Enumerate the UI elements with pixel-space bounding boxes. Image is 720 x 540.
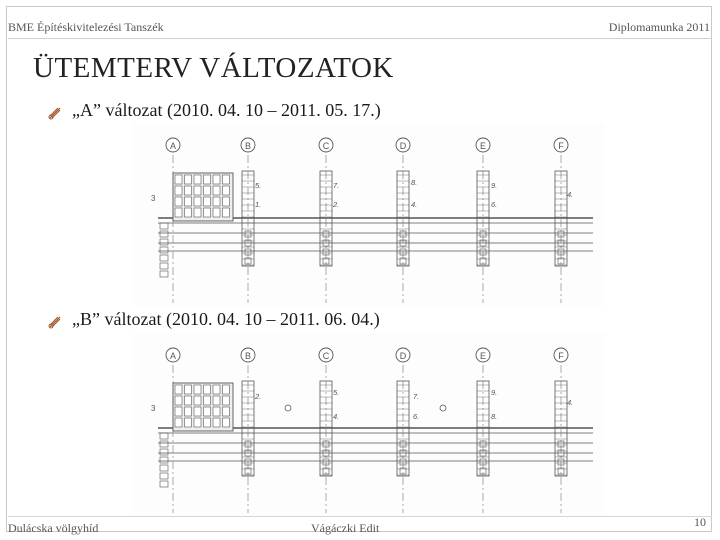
axis-label: A [169, 141, 177, 151]
foundation-cell [160, 481, 168, 487]
foundation-cell [160, 449, 168, 455]
phase-label: 6. [491, 200, 498, 209]
phase-label: 4. [567, 398, 574, 407]
footer-divider [8, 516, 712, 517]
header-department: BME Építéskivitelezési Tanszék [8, 20, 164, 34]
foundation-cell [160, 255, 168, 261]
bullet-variant-a [48, 100, 381, 121]
foundation-cell [160, 473, 168, 479]
segment-marker [440, 405, 446, 411]
axis-label: C [322, 351, 330, 361]
segment-marker [285, 405, 291, 411]
phase-label: 7. [333, 181, 340, 190]
footer-author: Vágáczki Edit [311, 521, 380, 535]
row-label: 3 [151, 404, 156, 413]
axis-label: E [479, 351, 487, 361]
foundation-cell [160, 223, 168, 229]
phase-label: 4. [333, 412, 340, 421]
phase-label: 4. [411, 200, 418, 209]
schedule-drawing-a [133, 123, 605, 306]
bullet-text: „B” változat (2010. 04. 10 – 2011. 06. 04.) [72, 309, 380, 329]
phase-label: 6. [413, 412, 420, 421]
axis-label: B [244, 141, 252, 151]
header-thesis: Diplomamunka 2011 [608, 20, 710, 34]
phase-label: 5. [255, 181, 262, 190]
foundation-cell [160, 441, 168, 447]
phase-label: 8. [491, 412, 498, 421]
finished-segment-block [173, 173, 233, 221]
header-divider [8, 38, 712, 39]
footer-project: Dulácska völgyhíd [8, 521, 99, 535]
foundation-cell [160, 231, 168, 237]
phase-label: 2. [333, 200, 340, 209]
phase-label: 5. [333, 388, 340, 397]
axis-label: C [322, 141, 330, 151]
phase-label: 2. [255, 392, 262, 401]
bullet-text: „A” változat (2010. 04. 10 – 2011. 05. 17.) [72, 100, 381, 120]
row-label: 3 [151, 194, 156, 203]
foundation-cell [160, 271, 168, 277]
foundation-cell [160, 457, 168, 463]
foundation-cell [160, 239, 168, 245]
slide-title: ÜTEMTERV VÁLTOZATOK [33, 52, 394, 84]
finished-segment-block [173, 383, 233, 431]
foundation-cell [160, 263, 168, 269]
bullet-icon [48, 104, 62, 118]
foundation-cell [160, 247, 168, 253]
foundation-cell [160, 465, 168, 471]
phase-label: 1. [255, 200, 262, 209]
phase-label: 8. [411, 178, 418, 187]
bullet-icon [48, 313, 62, 327]
axis-label: B [244, 351, 252, 361]
phase-label: 9. [491, 181, 498, 190]
axis-label: A [169, 351, 177, 361]
axis-label: F [558, 141, 564, 151]
axis-label: E [479, 141, 487, 151]
phase-label: 4. [567, 190, 574, 199]
foundation-cell [160, 433, 168, 439]
axis-label: D [399, 351, 407, 361]
phase-label: 9. [491, 388, 498, 397]
bullet-variant-b [48, 309, 380, 330]
phase-label: 7. [413, 392, 420, 401]
schedule-drawing-b [133, 333, 605, 516]
axis-label: D [399, 141, 407, 151]
page-number: 10 [694, 515, 706, 529]
axis-label: F [558, 351, 564, 361]
